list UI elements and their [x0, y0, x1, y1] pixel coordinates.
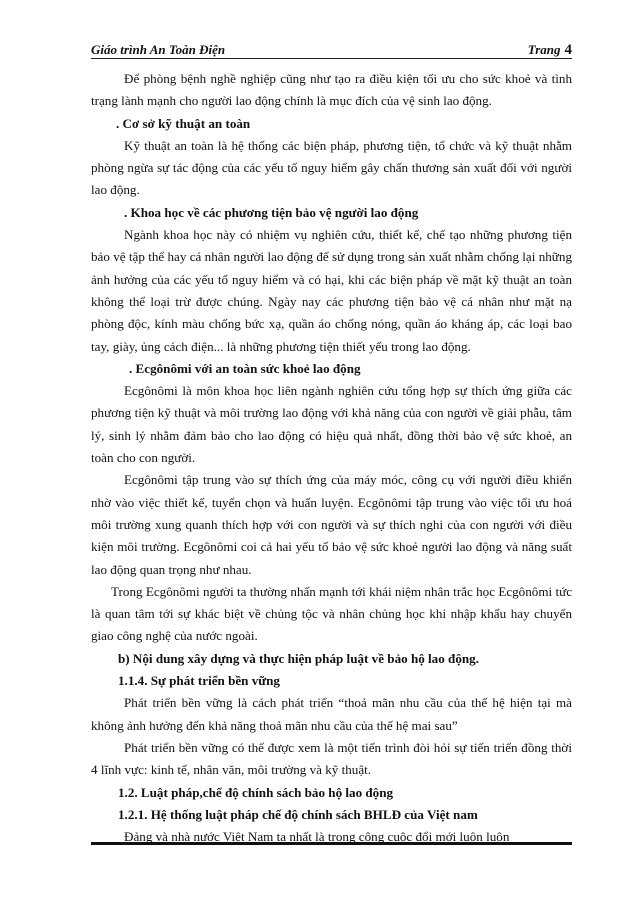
header-divider	[91, 58, 572, 59]
section-heading: . Khoa học về các phương tiện bảo vệ người lao động	[124, 204, 419, 220]
subsection-heading: 1.2.1. Hệ thống luật pháp chế độ chính sách BHLĐ của Việt nam	[118, 806, 478, 822]
document-title: Giáo trình An Toàn Điện	[91, 42, 226, 57]
page-label: Trang	[527, 42, 561, 57]
section-heading: 1.2. Luật pháp,chế độ chính sách bảo hộ lao động	[118, 784, 394, 800]
page-content	[91, 68, 572, 848]
paragraph: Phát triển bền vững là cách phát triển “thoả mãn nhu cầu của thế hệ hiện tại mà không ảnh hưởng đến khả năng thoả mãn nhu cầu của thế hệ mai sau”	[91, 695, 572, 733]
footer-divider	[91, 842, 572, 845]
page-indicator	[528, 42, 572, 59]
subsection-heading: 1.1.4. Sự phát triển bền vững	[118, 673, 280, 689]
paragraph: Kỹ thuật an toàn là hệ thống các biện pháp, phương tiện, tổ chức và kỹ thuật nhằm phòng ngừa sự tác động của các yếu tố nguy hiểm gây chấn thương sản xuất đối với người lao động.	[91, 137, 572, 198]
section-heading: . Cơ sở kỹ thuật an toàn	[116, 115, 251, 131]
paragraph: Ecgônômi là môn khoa học liên ngành nghiên cứu tổng hợp sự thích ứng giữa các phương tiện kỹ thuật và môi trường lao động với khả năng của con người về giải phẫu, tâm lý, sinh lý nhằm đảm bảo cho lao động có hiệu quả nhất, đồng thời bảo vệ sức khoẻ, an toàn cho con người.	[91, 383, 572, 466]
paragraph: Ecgônômi tập trung vào sự thích ứng của máy móc, công cụ với người điều khiển nhờ vào việc thiết kế, tuyển chọn và huấn luyện. Ecgônômi tập trung vào việc tối ưu hoá môi trường xung quanh thích hợp với con người và sự thích nghi của con người với điều kiện môi trường. Ecgônômi coi cả hai yếu tố bảo vệ sức khoẻ người lao động và năng suất lao động quan trọng như nhau.	[91, 472, 572, 577]
paragraph: Phát triển bền vững có thể được xem là một tiến trình đòi hỏi sự tiến triển đồng thời 4 lĩnh vực: kinh tế, nhân văn, môi trường và kỹ thuật.	[91, 739, 572, 778]
section-heading: . Ecgônômi với an toàn sức khoẻ lao động	[129, 360, 361, 376]
section-heading: b) Nội dung xây dựng và thực hiện pháp luật về bảo hộ lao động.	[118, 650, 479, 666]
paragraph: Đảng và nhà nước Việt Nam ta nhất là trong công cuộc đổi mới luôn luôn	[124, 829, 510, 845]
page-header	[91, 38, 572, 60]
page-number: 4	[564, 42, 572, 58]
paragraph: Trong Ecgônômi người ta thường nhấn mạnh tới khái niệm nhân trắc học Ecgônômi tức là quan tâm tới sự khác biệt về chủng tộc và nhân chủng học khi nhập khẩu hay chuyển giao công nghệ của nước ngoài.	[91, 583, 572, 644]
paragraph: Ngành khoa học này có nhiệm vụ nghiên cứu, thiết kế, chế tạo những phương tiện bảo vệ tập thể hay cá nhân người lao động để sử dụng trong sản xuất nhằm chống lại những ảnh hưởng của các yếu tố nguy hiểm và có hại, khi các biện pháp về mặt kỹ thuật an toàn không thể loại trừ được chúng. Ngày nay các phương tiện bảo vệ cá nhân như mặt nạ phòng độc, kính màu chống bức xạ, quần áo chống nóng, quần áo kháng áp, các loại bao tay, giày, ủng cách điện... là những phương tiện thiết yếu trong lao động.	[91, 227, 572, 354]
paragraph: Để phòng bệnh nghề nghiệp cũng như tạo ra điều kiện tối ưu cho sức khoẻ và tình trạng lành mạnh cho người lao động chính là mục đích của vệ sinh lao động.	[91, 71, 572, 109]
